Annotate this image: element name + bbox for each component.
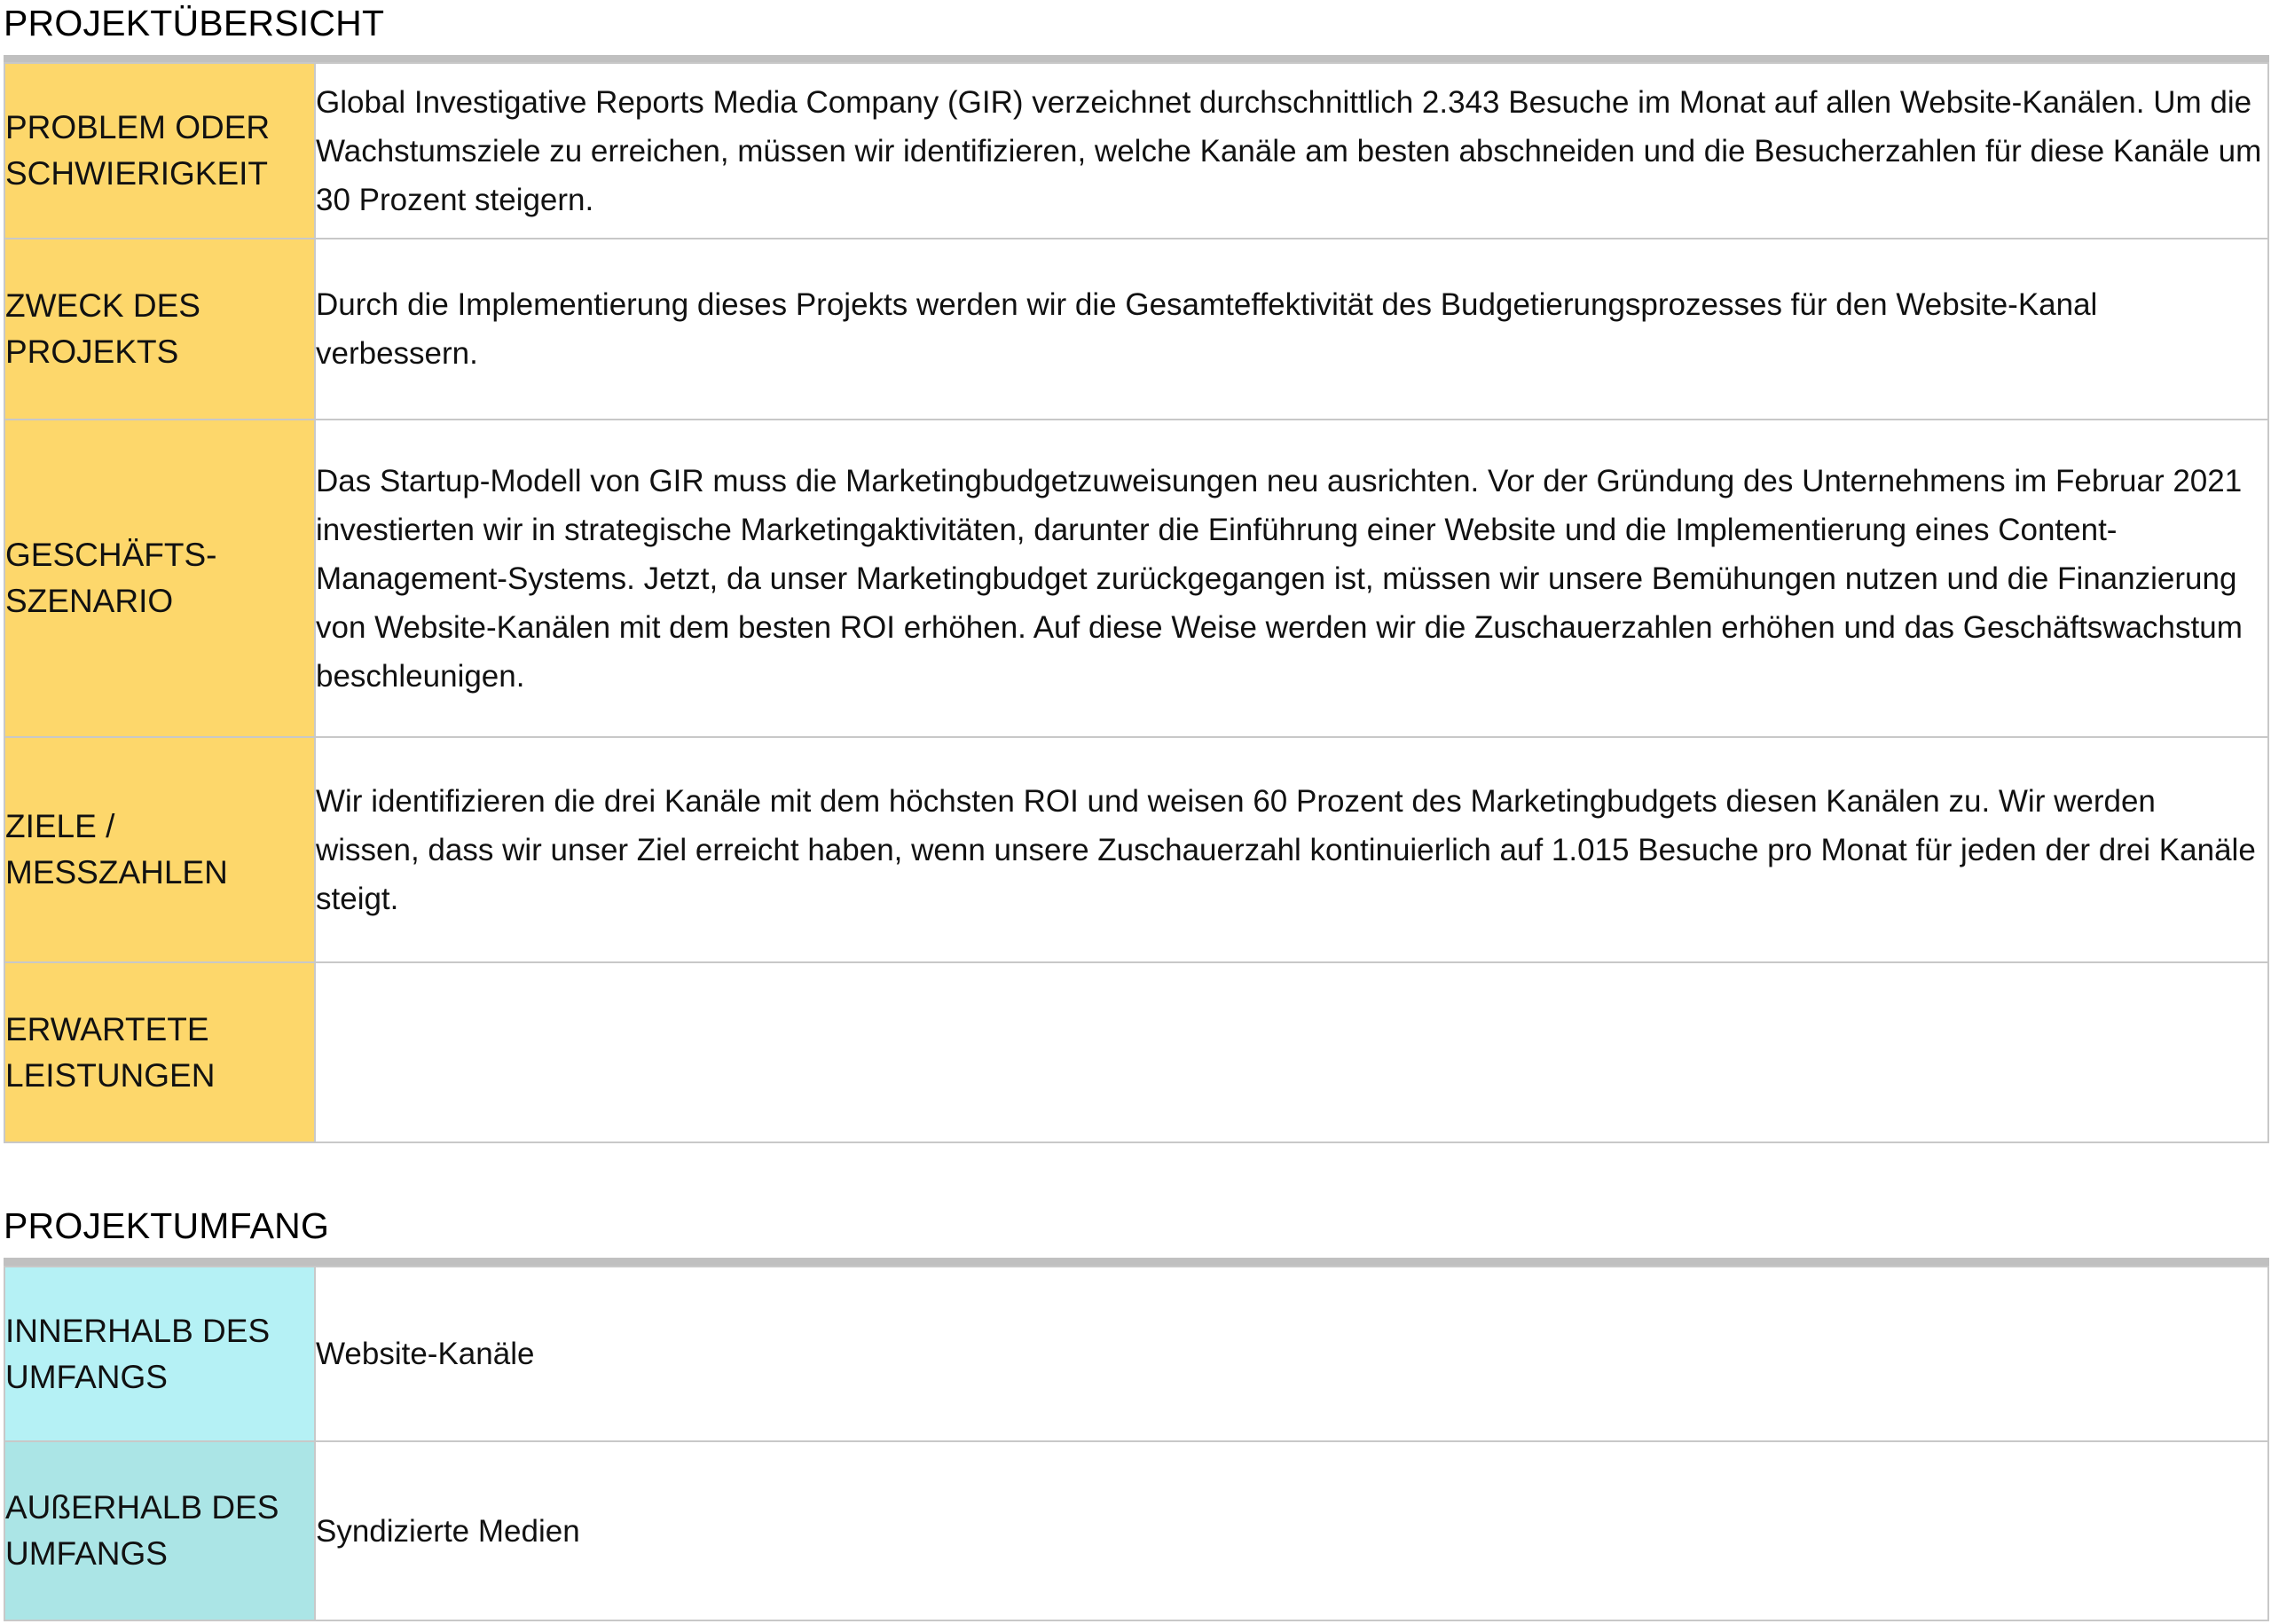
overview-value-cell[interactable] (315, 962, 2268, 1142)
scope-label-cell (4, 1441, 315, 1620)
label-purpose: ZWECK DES PROJEKTS (5, 287, 200, 370)
scope-value-cell[interactable] (315, 1441, 2268, 1620)
overview-row-deliverables (4, 962, 2268, 1142)
value-problem: Global Investigative Reports Media Company (GIR) verzeichnet durchschnittlich 2.343 Besuche im Monat auf allen Website-Kanälen. Um die Wachstumsziele zu erreichen, müssen wir identifizieren, welche Kanäle am besten abschneiden und die Besucherzahlen für diese Kanäle um 30 Prozent steigern. (316, 84, 2262, 217)
overview-label-cell (4, 737, 315, 962)
value-business-case: Das Startup-Modell von GIR muss die Marketingbudgetzuweisungen neu ausrichten. Vor der Gründung des Unternehmens im Februar 2021 investierten wir in strategische Marketingaktivitäten, darunter die Einführung einer Website und die Implementierung eines Content-Management-Systems. Jetzt, da unser Marketingbudget zurückgegangen ist, müssen wir unsere Bemühungen nutzen und die Finanzierung von Website-Kanälen mit dem besten ROI erhöhen. Auf diese Weise werden wir die Zuschauerzahlen erhöhen und das Geschäftswachstum beschleunigen. (316, 463, 2243, 694)
overview-label-cell (4, 962, 315, 1142)
overview-label-cell (4, 63, 315, 239)
overview-label-cell (4, 420, 315, 737)
value-purpose: Durch die Implementierung dieses Projekts werden wir die Gesamteffektivität des Budgetierungsprozesses für den Website-Kanal verbessern. (316, 287, 2098, 371)
scope-row-in-scope (4, 1267, 2268, 1441)
overview-value-cell[interactable] (315, 63, 2268, 239)
value-in-scope: Website-Kanäle (316, 1337, 535, 1371)
label-deliverables: ERWARTETE LEISTUNGEN (5, 1010, 216, 1094)
label-goals: ZIELE / MESSZAHLEN (5, 808, 228, 890)
overview-row-problem (4, 63, 2268, 239)
overview-title: PROJEKTÜBERSICHT (4, 3, 385, 43)
value-goals: Wir identifizieren die drei Kanäle mit dem höchsten ROI und weisen 60 Prozent des Marketingbudgets diesen Kanälen zu. Wir werden wissen, dass wir unser Ziel erreicht haben, wenn unsere Zuschauerzahl kontinuierlich auf 1.015 Besuche pro Monat für jeden der drei Kanäle steigt. (316, 783, 2256, 916)
scope-title: PROJEKTUMFANG (4, 1205, 330, 1246)
scope-row-out-of-scope (4, 1441, 2268, 1620)
overview-row-goals (4, 737, 2268, 962)
overview-value-cell[interactable] (315, 420, 2268, 737)
overview-row-purpose (4, 239, 2268, 420)
label-in-scope: INNERHALB DES UMFANGS (5, 1312, 271, 1395)
overview-label-cell (4, 239, 315, 420)
overview-table (4, 62, 2269, 1143)
overview-value-cell[interactable] (315, 737, 2268, 962)
scope-label-cell (4, 1267, 315, 1441)
label-problem: PROBLEM ODER SCHWIERIGKEIT (5, 109, 271, 192)
overview-row-business-case (4, 420, 2268, 737)
scope-table (4, 1266, 2269, 1621)
overview-value-cell[interactable] (315, 239, 2268, 420)
label-business-case: GESCHÄFTS- SZENARIO (5, 537, 217, 619)
scope-value-cell[interactable] (315, 1267, 2268, 1441)
value-out-of-scope: Syndizierte Medien (316, 1513, 580, 1549)
label-out-of-scope: AUßERHALB DES UMFANGS (5, 1489, 279, 1572)
